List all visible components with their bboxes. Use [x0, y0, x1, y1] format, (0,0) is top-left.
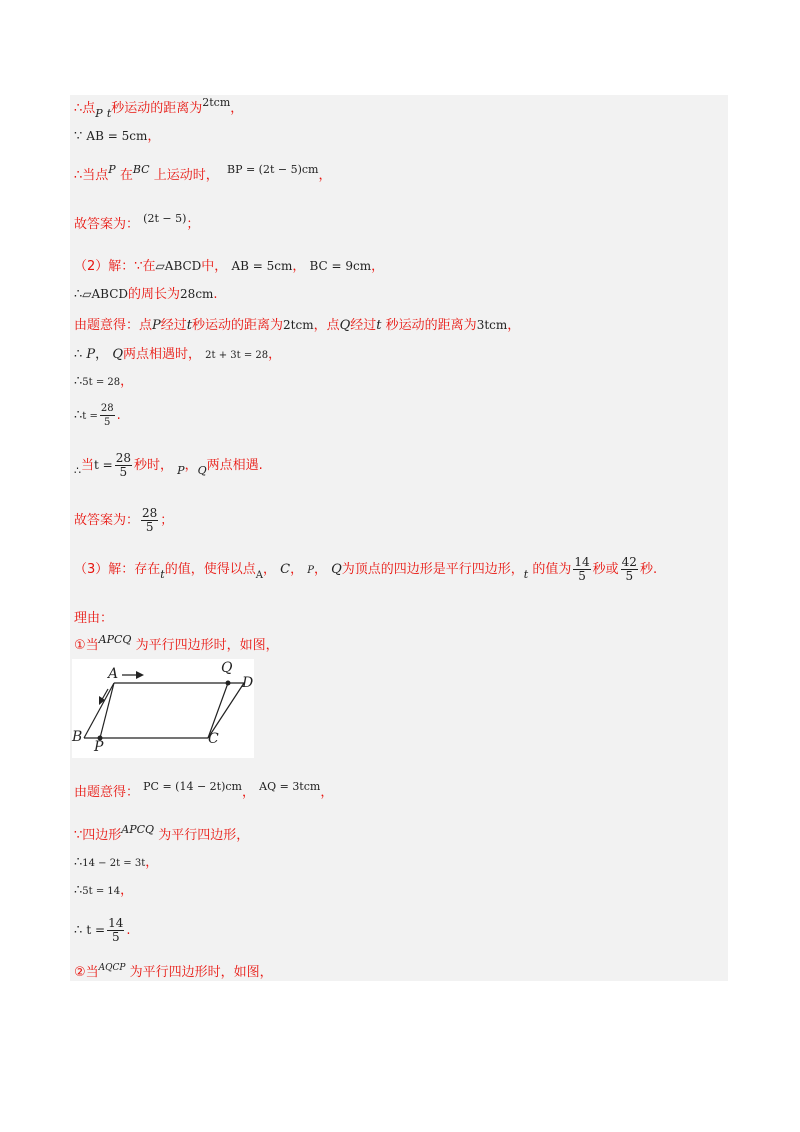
- numerator: 14: [108, 916, 124, 930]
- text: 为平行四边形，: [158, 828, 250, 843]
- label-b: B: [72, 729, 83, 745]
- var-t: t: [186, 318, 193, 333]
- var-q: Q: [331, 562, 342, 577]
- text: 故答案为：: [74, 513, 140, 528]
- fraction: [100, 402, 115, 429]
- numerator: 28: [142, 506, 158, 520]
- line-3: [74, 163, 332, 184]
- text: 为平行四边形时，如图，: [135, 638, 279, 653]
- math: PC = (14 − 2t)cm: [143, 780, 242, 793]
- math: t =: [86, 923, 106, 937]
- line-18: [74, 855, 158, 872]
- var-p: P: [152, 318, 161, 333]
- text: ；: [186, 217, 200, 232]
- text: 经过: [160, 318, 187, 333]
- text: ，: [320, 785, 334, 800]
- therefore-symbol: ∴: [74, 855, 83, 870]
- therefore-symbol: ∴: [74, 923, 83, 938]
- edge-ab: [84, 683, 114, 738]
- text: ，点: [313, 318, 340, 333]
- fraction: [573, 556, 590, 583]
- line-5: [74, 258, 384, 275]
- var-p: P: [177, 464, 185, 477]
- denominator: 5: [145, 520, 154, 534]
- text: ，: [145, 855, 159, 870]
- text: .: [213, 287, 218, 302]
- therefore-symbol: ∴: [74, 408, 83, 423]
- line-21: [74, 965, 273, 982]
- text: 故答案为：: [74, 217, 140, 232]
- edge-cq: [208, 683, 228, 738]
- line-14: [74, 611, 113, 627]
- line-16: [74, 780, 334, 801]
- var-p: P: [95, 107, 103, 120]
- text: ，: [230, 101, 244, 116]
- label-q: Q: [221, 660, 233, 676]
- text: ，: [95, 347, 109, 362]
- text: ∴当点: [74, 168, 109, 183]
- line-19: [74, 883, 133, 900]
- text: ②当: [74, 965, 99, 980]
- fraction: [621, 556, 638, 583]
- math: t =: [94, 458, 113, 472]
- text: 中，: [201, 259, 228, 274]
- label-a: A: [108, 666, 119, 682]
- line-12: [74, 507, 173, 534]
- math: 14 − 2t = 3t: [82, 858, 146, 869]
- line-9: [74, 374, 133, 391]
- text: .: [126, 923, 131, 938]
- line-20: [74, 917, 131, 944]
- point-q: [226, 681, 231, 686]
- line-13: [74, 556, 657, 583]
- text: 在: [119, 168, 133, 183]
- text: 当: [81, 458, 95, 473]
- line-6: [74, 286, 218, 303]
- text: 秒运动的距离为: [111, 101, 203, 116]
- text: 秒运动的距离为: [385, 318, 477, 333]
- text: ，: [268, 347, 282, 362]
- math: AQ = 3tcm: [259, 780, 321, 793]
- label-d: D: [242, 675, 254, 691]
- text: 两点相遇.: [206, 458, 263, 473]
- math: BC = 9cm: [309, 259, 372, 273]
- var-q: Q: [339, 318, 351, 333]
- line-15: [74, 633, 279, 654]
- denominator: 5: [119, 465, 128, 479]
- var-t: t: [160, 568, 165, 581]
- math: AQCP: [98, 963, 126, 973]
- because-symbol: ∵: [74, 129, 83, 144]
- numerator: 28: [100, 403, 114, 414]
- text: （2）解：∵在: [74, 259, 156, 274]
- parallelogram-figure: [72, 659, 254, 758]
- therefore-symbol: ∴: [74, 883, 83, 898]
- math: AB = 5cm: [86, 129, 148, 143]
- math: BP = (2t − 5)cm: [226, 163, 319, 176]
- therefore-symbol: ∴: [74, 374, 83, 389]
- line-17: [74, 823, 250, 844]
- text: 秒或: [592, 562, 619, 577]
- denominator: 5: [578, 569, 586, 583]
- fraction: [115, 452, 132, 479]
- numerator: 42: [621, 555, 637, 569]
- math: ▱ABCD: [155, 259, 202, 273]
- text: 秒时，: [134, 458, 174, 473]
- text: ，: [262, 562, 276, 577]
- text: 由题意得：点: [74, 318, 153, 333]
- text: .: [116, 408, 121, 423]
- line-11: [74, 452, 263, 479]
- math: 5t = 14: [82, 886, 121, 897]
- text: 秒运动的距离为: [192, 318, 284, 333]
- line-8: [74, 347, 281, 364]
- var-t: t: [106, 107, 112, 120]
- var-t: t: [376, 318, 382, 333]
- edge-cd: [208, 683, 244, 738]
- denominator: 5: [104, 417, 111, 428]
- arrowhead-right: [136, 671, 144, 679]
- math: BC: [132, 163, 150, 176]
- text: 为顶点的四边形是平行四边形，: [341, 562, 524, 577]
- var-p: P: [86, 347, 96, 362]
- math: APCQ: [98, 633, 132, 646]
- math: APCQ: [121, 823, 155, 836]
- numerator: 28: [115, 451, 131, 465]
- math: t =: [82, 411, 98, 422]
- math: 2t + 3t = 28: [205, 350, 269, 361]
- text: ，: [290, 562, 304, 577]
- text: 的值，使得以点: [164, 562, 256, 577]
- line-7: [74, 317, 520, 334]
- line-2: [74, 128, 160, 145]
- text: 的值为: [532, 562, 572, 577]
- text: ，: [313, 562, 327, 577]
- var-q: Q: [112, 347, 123, 362]
- math: (2t − 5): [143, 212, 187, 225]
- text: 两点相遇时，: [123, 347, 202, 362]
- math: AB = 5cm: [231, 259, 293, 273]
- therefore-symbol: ∴: [74, 287, 83, 302]
- text: 理由：: [74, 611, 114, 626]
- math: 2tcm: [283, 318, 314, 332]
- label-p: P: [94, 739, 104, 755]
- math: 3tcm: [476, 318, 508, 332]
- var-c: C: [280, 562, 291, 577]
- text: ，: [292, 259, 306, 274]
- fraction: [107, 917, 124, 944]
- text: ；: [160, 513, 174, 528]
- therefore-symbol: ∴: [74, 464, 81, 477]
- text: 经过: [350, 318, 377, 333]
- text: ∵四边形: [74, 828, 122, 843]
- text: 秒.: [639, 562, 658, 577]
- therefore-symbol: ∴: [74, 347, 83, 362]
- text: ，: [120, 883, 134, 898]
- text: ，: [120, 374, 134, 389]
- text: ，: [507, 318, 521, 333]
- var-p: P: [307, 565, 314, 576]
- arrowhead-down: [99, 696, 105, 705]
- text: ，: [184, 458, 198, 473]
- math: 5t = 28: [82, 377, 121, 388]
- fraction: [141, 507, 158, 534]
- math: 2tcm: [202, 96, 231, 109]
- text: ，: [147, 129, 161, 144]
- var-a: A: [255, 570, 263, 581]
- math: 28cm: [180, 287, 214, 301]
- line-4: [74, 212, 200, 233]
- text: 由题意得：: [74, 785, 140, 800]
- line-10: [74, 402, 121, 429]
- text: ①当: [74, 638, 99, 653]
- text: ，: [318, 168, 332, 183]
- text: 的周长为: [128, 287, 181, 302]
- var-p: P: [108, 163, 116, 176]
- numerator: 14: [574, 555, 590, 569]
- text: ∴点: [74, 101, 96, 116]
- var-q: Q: [197, 464, 207, 477]
- text: （3）解：存在: [74, 562, 161, 577]
- text: 上运动时，: [153, 168, 219, 183]
- text: 为平行四边形时，如图，: [129, 965, 273, 980]
- math: ▱ABCD: [82, 287, 129, 301]
- line-1: [74, 96, 244, 120]
- text: ，: [371, 259, 385, 274]
- var-t: t: [523, 568, 529, 581]
- denominator: 5: [625, 569, 634, 583]
- denominator: 5: [111, 930, 120, 944]
- label-c: C: [208, 731, 219, 747]
- text: ，: [241, 785, 255, 800]
